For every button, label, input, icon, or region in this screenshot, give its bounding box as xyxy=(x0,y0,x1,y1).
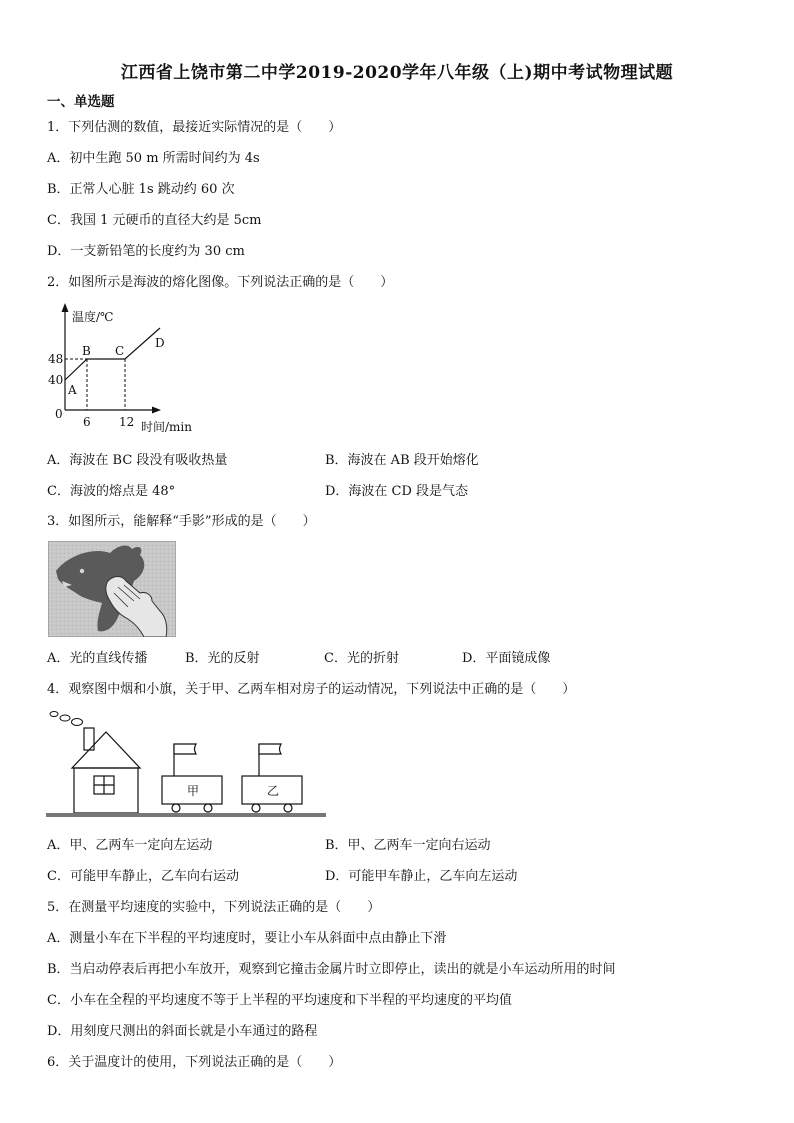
smoke xyxy=(50,712,83,726)
q5-option-d: D．用刻度尺测出的斜面长就是小车通过的路程 xyxy=(47,1024,318,1039)
q1-stem: 1．下列估测的数值，最接近实际情况的是（ ） xyxy=(47,120,342,135)
q1-option-b: B．正常人心脏 1s 跳动约 60 次 xyxy=(47,182,235,197)
q4-option-c: C．可能甲车静止，乙车向右运动 xyxy=(47,869,239,884)
house-cars-figure xyxy=(44,708,328,823)
q5-option-c: C．小车在全程的平均速度不等于上半程的平均速度和下半程的平均速度的平均值 xyxy=(47,993,512,1008)
q2-option-a: A．海波在 BC 段没有吸收热量 xyxy=(47,453,228,468)
x-axis-label: 时间/min xyxy=(141,420,192,434)
q5-option-b: B．当启动停表后再把小车放开，观察到它撞击金属片时立即停止，读出的就是小车运动所用的时间 xyxy=(47,962,616,977)
q2-option-d: D．海波在 CD 段是气态 xyxy=(325,484,469,499)
y-tick-48: 48 xyxy=(48,352,64,366)
point-b: B xyxy=(82,344,91,358)
y-tick-40: 40 xyxy=(48,373,64,387)
y-axis-label: 温度/℃ xyxy=(72,310,114,324)
q3-option-c: C．光的折射 xyxy=(324,651,399,666)
q4-stem: 4．观察图中烟和小旗，关于甲、乙两车相对房子的运动情况，下列说法中正确的是（ ） xyxy=(47,682,576,697)
q4-option-d: D．可能甲车静止，乙车向左运动 xyxy=(325,869,518,884)
q2-option-b: B．海波在 AB 段开始熔化 xyxy=(325,453,479,468)
melting-graph xyxy=(45,300,215,440)
point-c: C xyxy=(115,344,125,358)
q1-option-c: C．我国 1 元硬币的直径大约是 5cm xyxy=(47,213,262,228)
q3-stem: 3．如图所示，能解释“手影”形成的是（ ） xyxy=(47,514,316,529)
y-axis-arrow xyxy=(62,303,69,312)
hand-shadow-photo xyxy=(48,541,176,637)
melting-curve xyxy=(65,328,160,380)
q1-option-d: D．一支新铅笔的长度约为 30 cm xyxy=(47,244,245,259)
car-jia-label: 甲 xyxy=(187,784,200,798)
section-heading: 一、单选题 xyxy=(47,94,115,110)
shadow-eye xyxy=(80,569,84,573)
page-title: 江西省上饶市第二中学2019-2020学年八年级（上)期中考试物理试题 xyxy=(120,63,674,83)
x-tick-12: 12 xyxy=(119,415,135,429)
q3-option-b: B．光的反射 xyxy=(185,651,260,666)
x-axis-arrow xyxy=(152,407,161,414)
y-tick-0: 0 xyxy=(55,407,63,421)
q2-stem: 2．如图所示是海波的熔化图像。下列说法正确的是（ ） xyxy=(47,275,394,290)
x-tick-6: 6 xyxy=(83,415,91,429)
point-d: D xyxy=(155,336,165,350)
q4-option-a: A．甲、乙两车一定向左运动 xyxy=(47,838,213,853)
q3-option-d: D．平面镜成像 xyxy=(462,651,551,666)
car-jia xyxy=(162,744,222,812)
point-a: A xyxy=(68,383,77,397)
car-yi-label: 乙 xyxy=(267,784,280,798)
q5-option-a: A．测量小车在下半程的平均速度时，要让小车从斜面中点由静止下滑 xyxy=(47,931,447,946)
q5-stem: 5．在测量平均速度的实验中，下列说法正确的是（ ） xyxy=(47,900,381,915)
q4-option-b: B．甲、乙两车一定向右运动 xyxy=(325,838,491,853)
q1-option-a: A．初中生跑 50 m 所需时间约为 4s xyxy=(47,151,260,166)
q6-stem: 6．关于温度计的使用，下列说法正确的是（ ） xyxy=(47,1055,342,1070)
ground xyxy=(46,813,326,817)
house xyxy=(72,728,140,813)
car-yi xyxy=(242,744,302,812)
q2-option-c: C．海波的熔点是 48° xyxy=(47,484,176,499)
q3-option-a: A．光的直线传播 xyxy=(47,651,148,666)
